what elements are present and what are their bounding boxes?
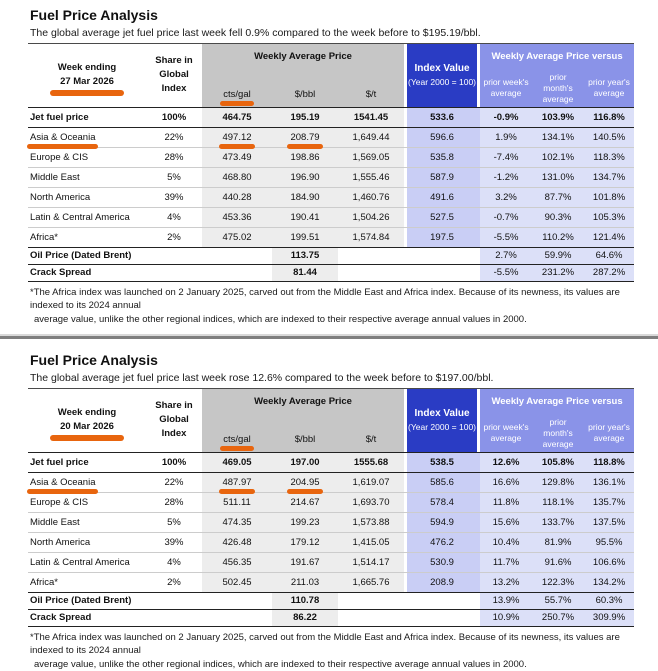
cell-empty xyxy=(404,592,480,609)
cell-region-label: Africa* xyxy=(28,227,146,247)
cell-price-usd-t: 1555.68 xyxy=(338,452,404,472)
cell-price-usd-t: 1,514.17 xyxy=(338,552,404,572)
cell-vs-prior-week: -1.2% xyxy=(480,167,532,187)
cell-price-usd-bbl: 196.90 xyxy=(272,167,338,187)
cell-price-cts-gal: 426.48 xyxy=(202,532,272,552)
cell-index-value: 585.6 xyxy=(404,472,480,492)
cell-share-global-index: 4% xyxy=(146,552,202,572)
cell-vs-prior-year: 118.3% xyxy=(584,147,634,167)
cell-share-global-index: 100% xyxy=(146,452,202,472)
footnote-line-2: average value, unlike the other regional indices, which are indexed to their respective average annual values in 2000. xyxy=(30,313,634,327)
cell-price-usd-bbl: 198.86 xyxy=(272,147,338,167)
index-value-label: Index Value xyxy=(406,62,478,76)
cell-vs-prior-week: 10.4% xyxy=(480,532,532,552)
cell-vs-prior-year: 134.7% xyxy=(584,167,634,187)
col-header-prior-year: prior year's average xyxy=(584,70,634,108)
cell-vs-prior-month: 134.1% xyxy=(532,127,584,147)
cell-vs-prior-year: 121.4% xyxy=(584,227,634,247)
table-row-north-america xyxy=(28,187,634,207)
cell-index-value: 596.6 xyxy=(404,127,480,147)
table-row-north-america xyxy=(28,532,634,552)
cell-vs-prior-month: 231.2% xyxy=(532,264,584,281)
cell-empty xyxy=(202,592,272,609)
orange-highlight-underline: 497.12 xyxy=(222,132,251,143)
index-value-sublabel: (Year 2000 = 100) xyxy=(406,76,478,88)
col-header-prior-year: prior year's average xyxy=(584,415,634,453)
share-label-line2: Global Index xyxy=(148,413,200,441)
cell-extra-label: Oil Price (Dated Brent) xyxy=(28,592,202,609)
cell-extra-label: Oil Price (Dated Brent) xyxy=(28,247,202,264)
cell-vs-prior-week: 13.2% xyxy=(480,572,532,592)
cell-share-global-index: 5% xyxy=(146,512,202,532)
table-row-asia-oceania xyxy=(28,472,634,492)
cell-index-value: 594.9 xyxy=(404,512,480,532)
cell-empty xyxy=(404,609,480,626)
cell-share-global-index: 100% xyxy=(146,107,202,127)
cell-share-global-index: 2% xyxy=(146,572,202,592)
cell-price-usd-t: 1541.45 xyxy=(338,107,404,127)
cell-price-usd-bbl: 190.41 xyxy=(272,207,338,227)
col-header-prior-week: prior week's average xyxy=(480,70,532,108)
col-header-usd-t: $/t xyxy=(338,70,404,108)
cell-index-value: 527.5 xyxy=(404,207,480,227)
col-header-cts-gal: cts/gal xyxy=(202,415,272,453)
cell-vs-prior-year: 134.2% xyxy=(584,572,634,592)
cell-extra-label: Crack Spread xyxy=(28,264,202,281)
cell-index-value: 533.6 xyxy=(404,107,480,127)
orange-highlight-underline: 487.97 xyxy=(222,477,251,488)
cell-price-usd-bbl: 179.12 xyxy=(272,532,338,552)
col-header-share-global-index xyxy=(146,44,202,108)
footnote-line-1: *The Africa index was launched on 2 January 2025, carved out from the Middle East and Africa index. Because of its newness, its values are indexed to its 2024 annual xyxy=(30,631,634,658)
col-group-weekly-average-price: Weekly Average Price xyxy=(202,44,404,70)
cell-region-label xyxy=(28,127,146,147)
cell-price-usd-bbl: 199.23 xyxy=(272,512,338,532)
cell-price-usd-bbl: 214.67 xyxy=(272,492,338,512)
cell-vs-prior-year: 118.8% xyxy=(584,452,634,472)
col-header-week-ending xyxy=(28,389,146,453)
cell-vs-prior-month: 91.6% xyxy=(532,552,584,572)
cell-price-usd-bbl xyxy=(272,127,338,147)
cell-empty xyxy=(338,247,404,264)
cell-price-cts-gal xyxy=(202,127,272,147)
col-group-price-versus: Weekly Average Price versus xyxy=(480,389,634,415)
cell-share-global-index: 39% xyxy=(146,532,202,552)
table-row-jet-fuel-price xyxy=(28,452,634,472)
cell-vs-prior-year: 105.3% xyxy=(584,207,634,227)
cell-vs-prior-month: 87.7% xyxy=(532,187,584,207)
cell-empty xyxy=(338,264,404,281)
cell-vs-prior-week: 16.6% xyxy=(480,472,532,492)
week-ending-label: Week ending xyxy=(30,61,144,75)
cell-vs-prior-week: 10.9% xyxy=(480,609,532,626)
col-header-share-global-index xyxy=(146,389,202,453)
table-row-crack-spread xyxy=(28,264,634,281)
cell-share-global-index: 28% xyxy=(146,147,202,167)
cell-price-usd-bbl: 184.90 xyxy=(272,187,338,207)
table-header-row-groups xyxy=(28,44,634,70)
cell-share-global-index: 22% xyxy=(146,472,202,492)
table-row-oil-price-dated-brent xyxy=(28,592,634,609)
cell-vs-prior-year: 140.5% xyxy=(584,127,634,147)
cell-vs-prior-year: 95.5% xyxy=(584,532,634,552)
cell-vs-prior-week: 3.2% xyxy=(480,187,532,207)
cell-price-cts-gal: 456.35 xyxy=(202,552,272,572)
cell-extra-label: Crack Spread xyxy=(28,609,202,626)
cell-vs-prior-year: 64.6% xyxy=(584,247,634,264)
share-label-line1: Share in xyxy=(148,54,200,68)
fuel-price-table xyxy=(28,43,634,282)
index-value-label: Index Value xyxy=(406,407,478,421)
col-header-cts-gal: cts/gal xyxy=(202,70,272,108)
cell-price-cts-gal: 474.35 xyxy=(202,512,272,532)
cell-price-usd-t: 1,569.05 xyxy=(338,147,404,167)
col-header-usd-bbl: $/bbl xyxy=(272,70,338,108)
cell-region-label: North America xyxy=(28,187,146,207)
cell-price-usd-bbl: 110.78 xyxy=(272,592,338,609)
cell-price-usd-bbl: 81.44 xyxy=(272,264,338,281)
col-group-weekly-average-price: Weekly Average Price xyxy=(202,389,404,415)
page-title: Fuel Price Analysis xyxy=(30,352,634,368)
cell-region-label: Middle East xyxy=(28,167,146,187)
cell-share-global-index: 2% xyxy=(146,227,202,247)
cell-vs-prior-month: 250.7% xyxy=(532,609,584,626)
cell-empty xyxy=(404,247,480,264)
table-row-middle-east xyxy=(28,512,634,532)
cell-index-value: 578.4 xyxy=(404,492,480,512)
col-group-price-versus: Weekly Average Price versus xyxy=(480,44,634,70)
table-row-latin-central-america xyxy=(28,552,634,572)
cell-vs-prior-week: -0.9% xyxy=(480,107,532,127)
cell-index-value: 530.9 xyxy=(404,552,480,572)
cell-vs-prior-year: 106.6% xyxy=(584,552,634,572)
footnote xyxy=(30,631,634,671)
cell-vs-prior-week: -5.5% xyxy=(480,264,532,281)
cell-share-global-index: 4% xyxy=(146,207,202,227)
footnote-line-1: *The Africa index was launched on 2 January 2025, carved out from the Middle East and Africa index. Because of its newness, its values are indexed to its 2024 annual xyxy=(30,286,634,313)
cell-vs-prior-year: 101.8% xyxy=(584,187,634,207)
cell-share-global-index: 5% xyxy=(146,167,202,187)
week-ending-date: 20 Mar 2026 xyxy=(60,420,114,434)
cell-region-label: Latin & Central America xyxy=(28,552,146,572)
report-summary: The global average jet fuel price last week fell 0.9% compared to the week before to $195.19/bbl. xyxy=(30,27,634,39)
cell-empty xyxy=(404,264,480,281)
share-label-line2: Global Index xyxy=(148,68,200,96)
cell-share-global-index: 22% xyxy=(146,127,202,147)
cell-vs-prior-week: 2.7% xyxy=(480,247,532,264)
cell-price-usd-t: 1,555.46 xyxy=(338,167,404,187)
cell-price-usd-t: 1,619.07 xyxy=(338,472,404,492)
index-value-sublabel: (Year 2000 = 100) xyxy=(406,421,478,433)
cell-vs-prior-year: 287.2% xyxy=(584,264,634,281)
cell-price-cts-gal: 475.02 xyxy=(202,227,272,247)
cell-vs-prior-month: 105.8% xyxy=(532,452,584,472)
cell-vs-prior-month: 90.3% xyxy=(532,207,584,227)
cell-price-usd-bbl: 191.67 xyxy=(272,552,338,572)
page-title: Fuel Price Analysis xyxy=(30,7,634,23)
orange-highlight-underline: Asia & Oceania xyxy=(30,132,95,143)
cell-share-global-index: 39% xyxy=(146,187,202,207)
cell-vs-prior-year: 136.1% xyxy=(584,472,634,492)
cell-price-usd-t: 1,504.26 xyxy=(338,207,404,227)
cell-region-label: Europe & CIS xyxy=(28,492,146,512)
cell-price-cts-gal: 469.05 xyxy=(202,452,272,472)
table-row-europe-cis xyxy=(28,147,634,167)
cell-vs-prior-month: 81.9% xyxy=(532,532,584,552)
cell-price-cts-gal: 464.75 xyxy=(202,107,272,127)
col-header-usd-bbl: $/bbl xyxy=(272,415,338,453)
cell-vs-prior-week: 11.7% xyxy=(480,552,532,572)
cell-vs-prior-year: 309.9% xyxy=(584,609,634,626)
cell-index-value: 491.6 xyxy=(404,187,480,207)
col-header-week-ending xyxy=(28,44,146,108)
cell-index-value: 208.9 xyxy=(404,572,480,592)
cell-index-value: 535.8 xyxy=(404,147,480,167)
report-summary: The global average jet fuel price last week rose 12.6% compared to the week before to $197.00/bbl. xyxy=(30,372,634,384)
cell-empty xyxy=(202,264,272,281)
cell-vs-prior-week: -5.5% xyxy=(480,227,532,247)
cell-empty xyxy=(202,609,272,626)
cell-vs-prior-week: 12.6% xyxy=(480,452,532,472)
cell-price-usd-bbl: 86.22 xyxy=(272,609,338,626)
cell-empty xyxy=(202,247,272,264)
cell-vs-prior-year: 137.5% xyxy=(584,512,634,532)
cell-vs-prior-month: 110.2% xyxy=(532,227,584,247)
col-header-usd-t: $/t xyxy=(338,415,404,453)
footnote-line-2: average value, unlike the other regional indices, which are indexed to their respective average annual values in 2000. xyxy=(30,658,634,671)
cell-empty xyxy=(338,592,404,609)
week-ending-date: 27 Mar 2026 xyxy=(60,75,114,89)
cell-index-value: 587.9 xyxy=(404,167,480,187)
cell-price-usd-bbl: 211.03 xyxy=(272,572,338,592)
week-ending-label: Week ending xyxy=(30,406,144,420)
table-row-europe-cis xyxy=(28,492,634,512)
cell-vs-prior-month: 133.7% xyxy=(532,512,584,532)
cell-price-usd-t: 1,573.88 xyxy=(338,512,404,532)
cell-price-cts-gal xyxy=(202,472,272,492)
cell-vs-prior-year: 60.3% xyxy=(584,592,634,609)
footnote xyxy=(30,286,634,327)
share-label-line1: Share in xyxy=(148,399,200,413)
cell-vs-prior-year: 116.8% xyxy=(584,107,634,127)
cell-price-usd-t: 1,665.76 xyxy=(338,572,404,592)
cell-vs-prior-week: 11.8% xyxy=(480,492,532,512)
cell-share-global-index: 28% xyxy=(146,492,202,512)
cell-vs-prior-month: 122.3% xyxy=(532,572,584,592)
cell-price-usd-bbl: 199.51 xyxy=(272,227,338,247)
cell-vs-prior-year: 135.7% xyxy=(584,492,634,512)
fuel-price-table xyxy=(28,388,634,627)
orange-highlight-underline: 208.79 xyxy=(290,132,319,143)
cell-region-label: Jet fuel price xyxy=(28,107,146,127)
report-week-27-mar-2026 xyxy=(0,0,658,326)
cell-price-cts-gal: 468.80 xyxy=(202,167,272,187)
table-row-jet-fuel-price xyxy=(28,107,634,127)
col-header-prior-month: prior month's average xyxy=(532,415,584,453)
col-header-index-value xyxy=(404,44,480,108)
cell-region-label: Europe & CIS xyxy=(28,147,146,167)
table-row-middle-east xyxy=(28,167,634,187)
report-week-20-mar-2026 xyxy=(0,339,658,671)
cell-vs-prior-week: 1.9% xyxy=(480,127,532,147)
table-row-oil-price-dated-brent xyxy=(28,247,634,264)
cell-region-label xyxy=(28,472,146,492)
cell-vs-prior-month: 59.9% xyxy=(532,247,584,264)
cell-vs-prior-month: 103.9% xyxy=(532,107,584,127)
table-header-row-groups xyxy=(28,389,634,415)
cell-vs-prior-month: 118.1% xyxy=(532,492,584,512)
cell-region-label: Africa* xyxy=(28,572,146,592)
cell-index-value: 538.5 xyxy=(404,452,480,472)
cell-price-cts-gal: 440.28 xyxy=(202,187,272,207)
table-row-africa xyxy=(28,572,634,592)
cell-price-usd-t: 1,415.05 xyxy=(338,532,404,552)
cell-vs-prior-week: -7.4% xyxy=(480,147,532,167)
cell-vs-prior-month: 55.7% xyxy=(532,592,584,609)
table-row-africa xyxy=(28,227,634,247)
cell-region-label: Latin & Central America xyxy=(28,207,146,227)
cell-price-cts-gal: 511.11 xyxy=(202,492,272,512)
table-row-asia-oceania xyxy=(28,127,634,147)
cell-region-label: Jet fuel price xyxy=(28,452,146,472)
cell-vs-prior-week: 15.6% xyxy=(480,512,532,532)
cell-empty xyxy=(338,609,404,626)
cell-price-cts-gal: 453.36 xyxy=(202,207,272,227)
cell-vs-prior-month: 131.0% xyxy=(532,167,584,187)
cell-price-usd-t: 1,460.76 xyxy=(338,187,404,207)
col-header-prior-week: prior week's average xyxy=(480,415,532,453)
cell-price-usd-t: 1,693.70 xyxy=(338,492,404,512)
cell-price-usd-bbl xyxy=(272,472,338,492)
cell-price-usd-bbl: 113.75 xyxy=(272,247,338,264)
cell-region-label: North America xyxy=(28,532,146,552)
col-header-index-value xyxy=(404,389,480,453)
cell-price-usd-bbl: 195.19 xyxy=(272,107,338,127)
cell-vs-prior-month: 129.8% xyxy=(532,472,584,492)
table-row-latin-central-america xyxy=(28,207,634,227)
cell-price-cts-gal: 502.45 xyxy=(202,572,272,592)
cell-region-label: Middle East xyxy=(28,512,146,532)
cell-vs-prior-week: -0.7% xyxy=(480,207,532,227)
cell-index-value: 476.2 xyxy=(404,532,480,552)
orange-highlight-underline: 204.95 xyxy=(290,477,319,488)
table-row-crack-spread xyxy=(28,609,634,626)
cell-price-usd-t: 1,649.44 xyxy=(338,127,404,147)
cell-price-usd-t: 1,574.84 xyxy=(338,227,404,247)
cell-vs-prior-week: 13.9% xyxy=(480,592,532,609)
cell-price-usd-bbl: 197.00 xyxy=(272,452,338,472)
cell-price-cts-gal: 473.49 xyxy=(202,147,272,167)
col-header-prior-month: prior month's average xyxy=(532,70,584,108)
orange-highlight-underline: Asia & Oceania xyxy=(30,477,95,488)
cell-vs-prior-month: 102.1% xyxy=(532,147,584,167)
cell-index-value: 197.5 xyxy=(404,227,480,247)
